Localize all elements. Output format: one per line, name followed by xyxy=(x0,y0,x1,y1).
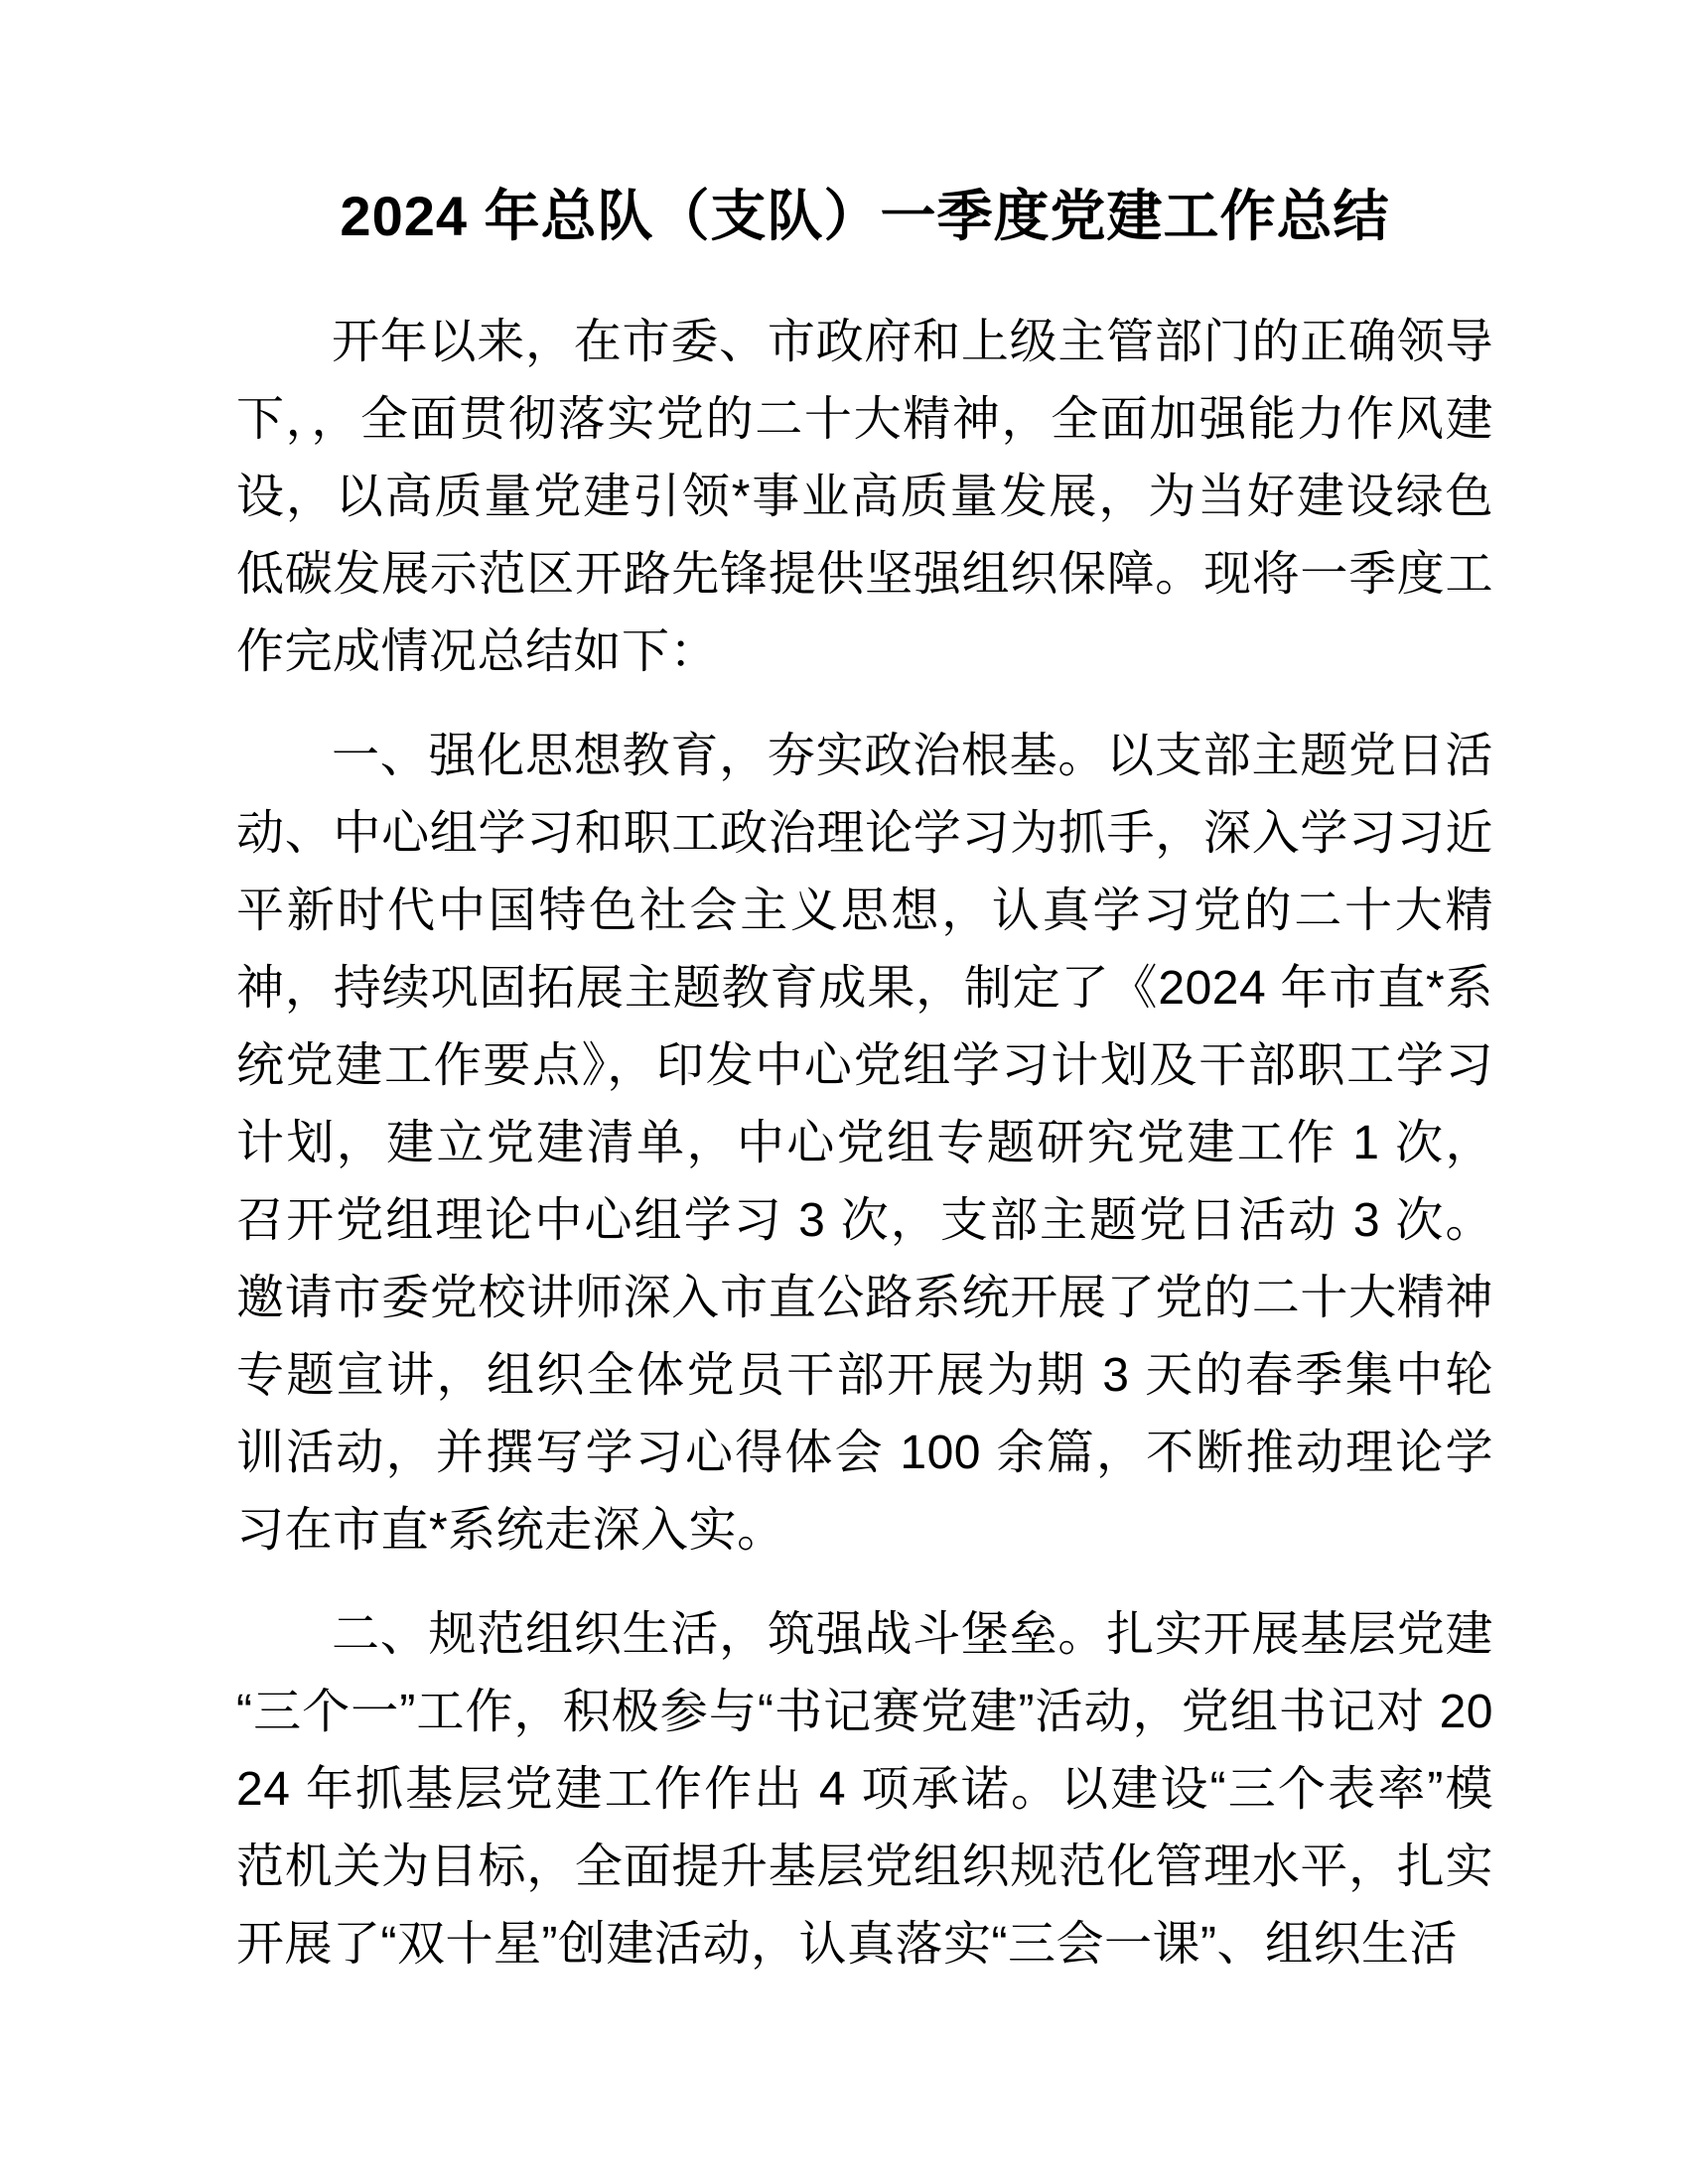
body-paragraph: 二、规范组织生活，筑强战斗堡垒。扎实开展基层党建“三个一”工作，积极参与“书记赛党建”活动，党组书记对 2024 年抓基层党建工作作出 4 项承诺。以建设“三个表率”模范机关为目标，全面提升基层党组织规范化管理水平，扎实开展了“双十星”创建活动，认真落实“三会一课”、组织生活 xyxy=(236,1608,1493,1971)
body-paragraph: 一、强化思想教育，夯实政治根基。以支部主题党日活动、中心组学习和职工政治理论学习为抓手，深入学习习近平新时代中国特色社会主义思想，认真学习党的二十大精神，持续巩固拓展主题教育成果，制定了《2024 年市直*系统党建工作要点》，印发中心党组学习计划及干部职工学习计划，建立党建清单，中心党组专题研究党建工作 1 次，召开党组理论中心组学习 3 次，支部主题党日活动 3 次。邀请市委党校讲师深入市直公路系统开展了党的二十大精神专题宣讲，组织全体党员干部开展为期 3 天的春季集中轮训活动，并撰写学习心得体会 100 余篇，不断推动理论学习在市直*系统走深入实。 xyxy=(236,730,1493,1557)
document-title: 2024 年总队（支队）一季度党建工作总结 xyxy=(340,185,1390,247)
body-paragraph: 开年以来，在市委、市政府和上级主管部门的正确领导下，，全面贯彻落实党的二十大精神，全面加强能力作风建设，以高质量党建引领*事业高质量发展，为当好建设绿色低碳发展示范区开路先锋提供坚强组织保障。现将一季度工作完成情况总结如下： xyxy=(236,316,1493,678)
document-body xyxy=(236,304,1493,1983)
